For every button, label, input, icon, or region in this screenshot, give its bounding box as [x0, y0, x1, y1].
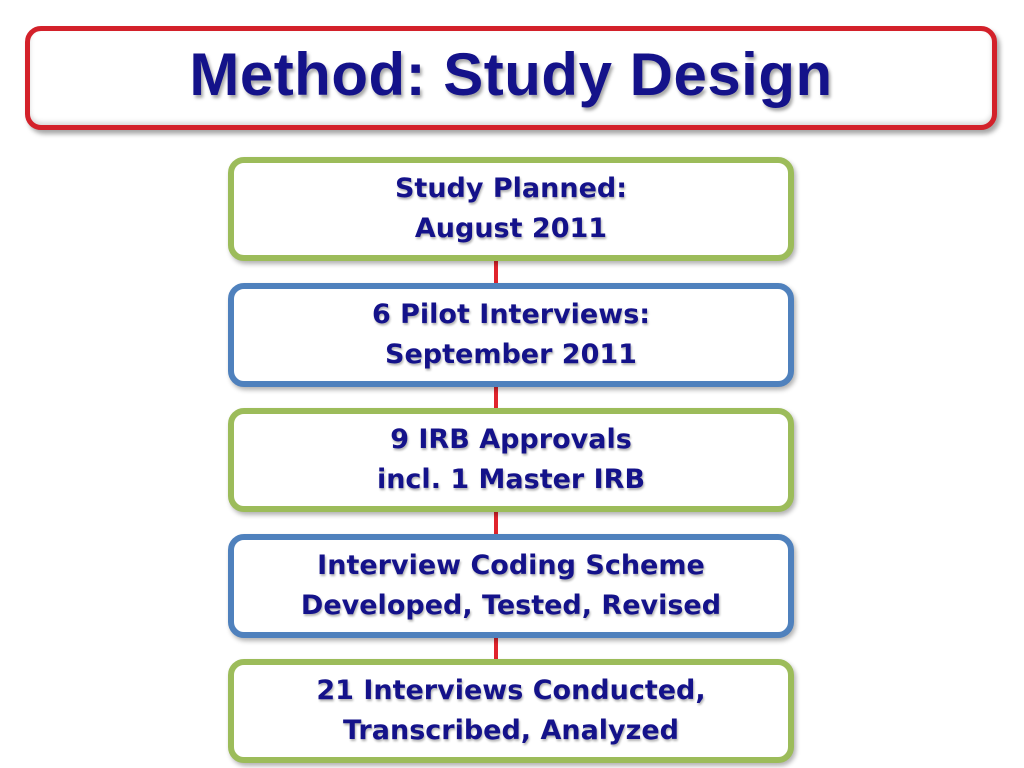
step-1-line-1: Study Planned:: [394, 173, 628, 204]
step-coding-scheme: [228, 534, 794, 638]
step-2-line-1: 6 Pilot Interviews:: [371, 299, 651, 330]
step-2-line-2: September 2011: [385, 339, 637, 370]
step-3-line-2: incl. 1 Master IRB: [376, 464, 646, 495]
step-pilot-interviews: [228, 283, 794, 387]
title-box: [25, 26, 997, 130]
connector-3-4: [494, 510, 498, 534]
step-irb-approvals: [228, 408, 794, 512]
connector-1-2: [494, 259, 498, 283]
step-study-planned: [228, 157, 794, 261]
slide-title: Method: Study Design: [189, 40, 833, 108]
step-interviews-conducted: [228, 659, 794, 763]
step-3-line-1: 9 IRB Approvals: [390, 424, 632, 455]
step-5-line-1: 21 Interviews Conducted,: [316, 675, 706, 706]
connector-4-5: [494, 636, 498, 659]
step-5-line-2: Transcribed, Analyzed: [342, 715, 680, 746]
step-4-line-2: Developed, Tested, Revised: [300, 590, 722, 621]
connector-2-3: [494, 385, 498, 408]
step-1-line-2: August 2011: [414, 213, 608, 244]
step-4-line-1: Interview Coding Scheme: [317, 550, 705, 581]
